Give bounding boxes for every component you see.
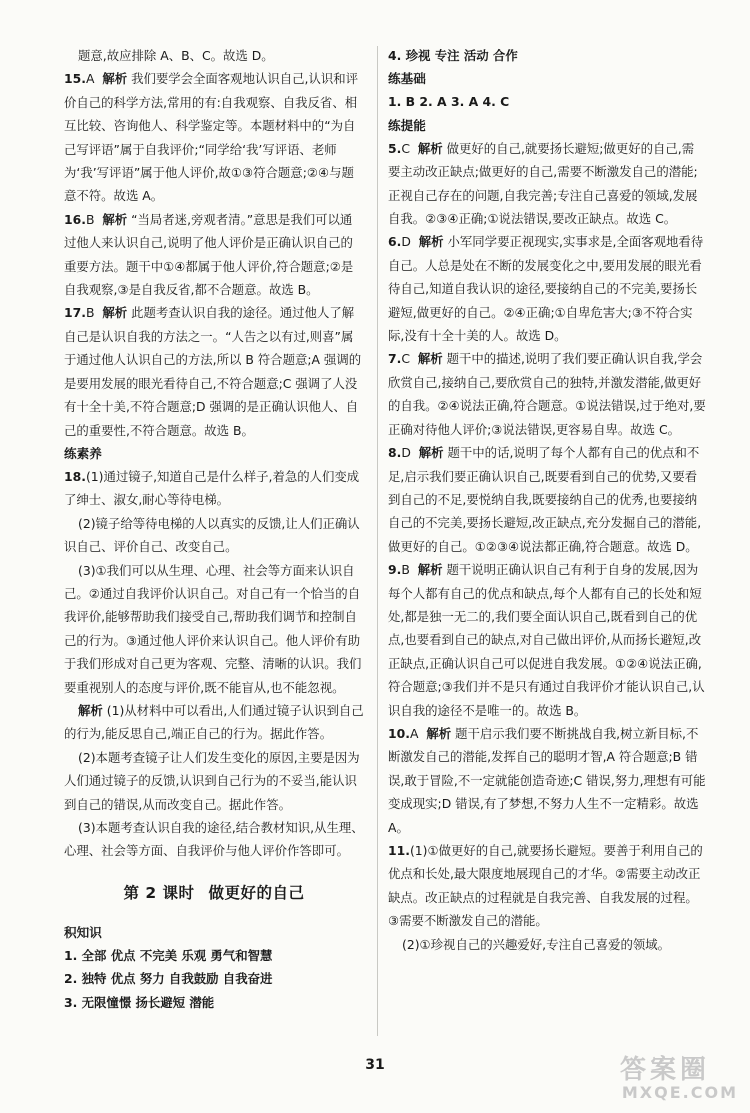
knowledge-1: 1. 全部 优点 不完美 乐观 勇气和智慧 bbox=[64, 947, 273, 963]
q5-answer: C bbox=[401, 140, 410, 156]
q7-text: 题干中的描述,说明了我们要正确认识自我,学会欣赏自己,接纳自己,要欣赏自己的独特,并激发潜能,做更好的自我。②④说法正确,符合题意。①说法错误,过于绝对,要正确对待他人评价;③说法错误,更容易自卑。故选 C。 bbox=[388, 351, 706, 437]
q18-part2: (2)镜子给等待电梯的人以真实的反馈,让人们正确认识自己、评价自己、改变自己。 bbox=[64, 515, 360, 555]
q17-keyword: 解析 bbox=[102, 305, 128, 321]
question-17 bbox=[64, 301, 364, 441]
q18-number: 18. bbox=[64, 468, 86, 484]
q10-number: 10. bbox=[388, 725, 410, 741]
q5-text: 做更好的自己,就要扬长避短;做更好的自己,需要主动改正缺点;做更好的自己,需要不断激发自己的潜能;正视自己存在的问题,自我完善;专注自己喜爱的领域,发展自我。②③④正确;①说法错误,要改正缺点。故选 C。 bbox=[388, 140, 698, 227]
question-11-part1 bbox=[388, 839, 706, 933]
q16-answer: B bbox=[85, 211, 95, 227]
knowledge-3: 3. 无限憧憬 扬长避短 潜能 bbox=[64, 994, 215, 1010]
q6-keyword: 解析 bbox=[418, 234, 444, 250]
q18-part1-text: (1)通过镜子,知道自己是什么样子,着急的人们变成了绅士、淑女,耐心等待电梯。 bbox=[64, 468, 360, 508]
q8-text: 题干中的话,说明了每个人都有自己的优点和不足,启示我们要正确认识自己,既要看到自己的优势,又要看到自己的不足,要悦纳自我,既要接纳自己的优秀,也要接纳自己的不完美,要扬长避短,改正缺点,充分发掘自己的潜能,做更好的自己。①②③④说法都正确,符合题意。故选 D。 bbox=[388, 445, 702, 554]
q11-number: 11. bbox=[388, 843, 410, 858]
q16-keyword: 解析 bbox=[102, 211, 128, 227]
q18-analysis-2: (2)本题考查镜子让人们发生变化的原因,主要是因为人们通过镜子的反馈,认识到自己行为的不妥当,能认识到自己的错误,从而改变自己。据此作答。 bbox=[64, 749, 360, 812]
lesson-number: 第 2 课时 bbox=[123, 883, 195, 902]
q10-keyword: 解析 bbox=[426, 725, 452, 741]
q18-part3: (3)①我们可以从生理、心理、社会等方面来认识自己。②通过自我评价认识自己。对自己有一个恰当的自我评价,能够帮助我们接受自己,帮助我们调节和控制自己的行为。③通过他人评价来认识自己。他人评价有助于我们形成对自己更为客观、完整、清晰的认识。我们要重视别人的态度与评价,既不能盲从,也不能忽视。 bbox=[64, 562, 362, 695]
page-number: 31 bbox=[365, 1057, 385, 1073]
question-11-part2: (2)①珍视自己的兴趣爱好,专注自己喜爱的领域。 bbox=[402, 936, 671, 952]
q7-number: 7. bbox=[388, 351, 402, 367]
q9-answer: B bbox=[401, 562, 410, 578]
q8-answer: D bbox=[401, 445, 411, 461]
q8-number: 8. bbox=[388, 445, 402, 461]
q10-answer: A bbox=[409, 725, 419, 741]
q5-number: 5. bbox=[388, 140, 402, 156]
q6-number: 6. bbox=[388, 234, 402, 250]
q15-number: 15. bbox=[64, 71, 86, 87]
column-divider bbox=[377, 46, 378, 1036]
watermark-line-2: MXQE.COM bbox=[621, 1083, 738, 1102]
watermark-line-1: 答案圈 bbox=[620, 1055, 711, 1085]
q15-keyword: 解析 bbox=[102, 71, 128, 87]
question-5 bbox=[388, 137, 706, 231]
q15-answer: A bbox=[85, 71, 95, 87]
watermark-logo bbox=[620, 1056, 738, 1106]
lesson-title bbox=[64, 881, 364, 905]
section-heading-tineng: 练提能 bbox=[388, 117, 426, 133]
q18-part1 bbox=[64, 465, 364, 512]
question-7 bbox=[388, 347, 706, 441]
q16-number: 16. bbox=[64, 211, 86, 227]
q9-number: 9. bbox=[388, 562, 402, 578]
q7-answer: C bbox=[401, 351, 410, 367]
question-9 bbox=[388, 558, 706, 722]
knowledge-2: 2. 独特 优点 努力 自我鼓励 自我奋进 bbox=[64, 971, 273, 987]
q17-answer: B bbox=[85, 305, 95, 321]
knowledge-4: 4. 珍视 专注 活动 合作 bbox=[388, 48, 518, 63]
question-16 bbox=[64, 208, 364, 302]
q9-text: 题干说明正确认识自己有利于自身的发展,因为每个人都有自己的优点和缺点,每个人都有自己的长处和短处,都是独一无二的,我们要全面认识自己,既看到自己的优点,也要看到自己的缺点,对自己做出评价,从而扬长避短,改正缺点,正确认识自己可以促进自我发展。①②④说法正确,符合题意;③我们并不是只有通过自我评价才能认识自己,认识自我的途径不是唯一的。故选 B。 bbox=[388, 562, 705, 718]
q5-keyword: 解析 bbox=[417, 140, 443, 156]
q11-part1-text: (1)①做更好的自己,就要扬长避短。要善于利用自己的优点和长处,最大限度地展现自己的才华。②需要主动改正缺点。改正缺点的过程就是自我完善、自我发展的过程。③需要不断激发自己的潜能。 bbox=[388, 843, 703, 929]
section-heading-suyang: 练素养 bbox=[64, 445, 102, 461]
question-8 bbox=[388, 441, 706, 558]
q9-keyword: 解析 bbox=[417, 562, 443, 578]
section-heading-zhishi: 积知识 bbox=[64, 924, 102, 940]
right-column bbox=[388, 44, 706, 956]
q7-keyword: 解析 bbox=[417, 351, 443, 367]
q6-answer: D bbox=[401, 234, 411, 250]
lesson-subtitle: 做更好的自己 bbox=[208, 883, 305, 902]
intro-line: 题意,故应排除 A、B、C。故选 D。 bbox=[78, 48, 274, 63]
q15-text: 我们要学会全面客观地认识自己,认识和评价自己的科学方法,常用的有:自我观察、自我反省、相互比较、咨询他人、科学鉴定等。本题材料中的“为自己写评语”属于自我评价;“同学给‘我’写评语、老师为‘我’写评语”属于他人评价,故①③符合题意;②④与题意不符。故选 A。 bbox=[64, 71, 359, 204]
q8-keyword: 解析 bbox=[418, 445, 444, 461]
q18-analysis-3: (3)本题考查认识自我的途径,结合教材知识,从生理、心理、社会等方面、自我评价与他人评价作答即可。 bbox=[64, 820, 364, 859]
q6-text: 小军同学要正视现实,实事求是,全面客观地看待自己。人总是处在不断的发展变化之中,要用发展的眼光看待自己,知道自我认识的途径,要接纳自己的不完美,要扬长避短,做更好的自己。②④正确;①自卑危害大;③不符合实际,没有十全十美的人。故选 D。 bbox=[388, 234, 704, 344]
q16-text: “当局者迷,旁观者清。”意思是我们可以通过他人来认识自己,说明了他人评价是正确认识自己的重要方法。题干中①④都属于他人评价,符合题意;②是自我观察,③是自我反省,都不合题意。故选 B。 bbox=[64, 211, 354, 298]
section-heading-jichu: 练基础 bbox=[388, 71, 426, 87]
q10-text: 题干启示我们要不断挑战自我,树立新目标,不断激发自己的潜能,发挥自己的聪明才智,A 符合题意;B 错误,敢于冒险,不一定就能创造奇迹;C 错误,努力,理想有可能变成现实;D 错误,有了梦想,不努力人生不一定精彩。故选 A。 bbox=[388, 725, 706, 835]
question-10 bbox=[388, 722, 706, 839]
q18-analysis-1-text: (1)从材料中可以看出,人们通过镜子认识到自己的行为,能反思自己,端正自己的行为。据此作答。 bbox=[64, 702, 364, 742]
basic-answers: 1. B 2. A 3. A 4. C bbox=[388, 94, 510, 110]
left-column bbox=[64, 44, 364, 1014]
q18-analysis-1 bbox=[64, 699, 364, 746]
q18-analysis-keyword: 解析 bbox=[78, 702, 103, 718]
q17-number: 17. bbox=[64, 305, 86, 321]
question-15 bbox=[64, 67, 364, 207]
q17-text: 此题考查认识自我的途径。通过他人了解自己是认识自我的方法之一。“人告之以有过,则喜”属于通过他人认识自己的方法,所以 B 符合题意;A 强调的是要用发展的眼光看待自己,不符合题意;C 强调了人没有十全十美,不符合题意;D 强调的是正确认识他人、自己的重要性,不符合题意。故选 B。 bbox=[64, 305, 362, 438]
question-6 bbox=[388, 230, 706, 347]
